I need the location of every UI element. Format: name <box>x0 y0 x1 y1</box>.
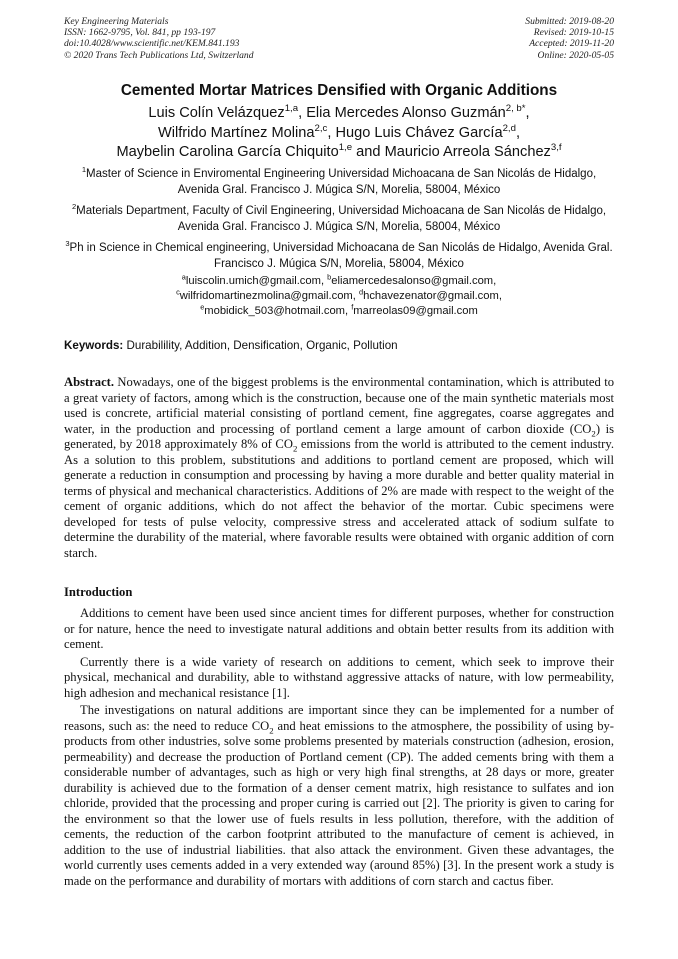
submitted-date: Submitted: 2019-08-20 <box>525 16 614 27</box>
affiliation-text: Master of Science in Enviromental Engineering Universidad Michoacana de San Nicolás de Hidalgo, Avenida Gral. Francisco J. Múgica S/N, Morelia, 58004, México <box>86 168 597 196</box>
author-mark: 1,e <box>338 142 353 154</box>
email-mark: e <box>200 302 205 312</box>
abstract-text: emissions from the world is attributed to the cement industry. As a solution to this problem, substitutions and additions to portland cement are proposed, which will generate a reduction in consumption and processing by having a more durable and better quality material in terms of physical and mechanical characteristics. Additions of 2% are made with respect to the weight of the cement of organic additions, which do not affect the behavior of the mortar. Cubic specimens were developed for tests of pulse velocity, compressive stress and accelerated attack of sodium sulfate to determine the durability of the material, where favorable results were obtained with organic addition of corn starch. <box>64 437 614 560</box>
author-name: Maybelin Carolina García Chiquito <box>116 144 339 161</box>
email-mark: a <box>181 272 186 282</box>
paragraph-text: The investigations on natural additions are important since they can be implemented for a number of reasons, such as: the need to reduce CO <box>64 703 614 733</box>
section-heading: Introduction <box>64 585 133 599</box>
affiliation-text: Ph in Science in Chemical engineering, Universidad Michoacana de San Nicolás de Hidalgo, Avenida Gral. Francisco J. Múgica S/N, Morelia, 58004, México <box>69 242 613 270</box>
email-link[interactable]: marreolas09@gmail.com <box>353 305 478 317</box>
author-mark: 2, b* <box>505 103 526 115</box>
subscript: 2 <box>591 428 596 439</box>
author-name: Luis Colín Velázquez <box>148 105 285 121</box>
paragraph: Currently there is a wide variety of research on additions to cement, which seek to improve their physical, mechanical and durability, able to withstand aggressive attacks of nature, with low permeability, high adhesion and mechanical resistance [1]. <box>64 654 614 700</box>
online-date: Online: 2020-05-05 <box>537 49 614 61</box>
journal-info <box>64 16 254 61</box>
journal-name: Key Engineering Materials <box>64 16 169 27</box>
email-mark: d <box>358 287 364 297</box>
paper-title: Cemented Mortar Matrices Densified with Organic Additions <box>120 82 558 99</box>
affiliation-mark: 1 <box>81 165 87 175</box>
author-mark: 2,d <box>502 122 516 134</box>
author-mark: 2,c <box>314 122 328 134</box>
paragraph <box>64 703 614 889</box>
affiliation-mark: 2 <box>71 202 77 212</box>
keywords <box>64 339 614 352</box>
email-link[interactable]: mobidick_503@hotmail.com <box>204 305 345 317</box>
email-link[interactable]: luiscolin.umich@gmail.com <box>185 275 321 287</box>
keywords-text: Durabilility, Addition, Densification, Organic, Pollution <box>123 339 398 352</box>
subscript: 2 <box>269 725 274 736</box>
accepted-date: Accepted: 2019-11-20 <box>529 38 614 50</box>
revised-date: Revised: 2019-10-15 <box>533 27 614 39</box>
doi-line: doi:10.4028/www.scientific.net/KEM.841.193 <box>64 38 240 50</box>
subscript: 2 <box>292 443 298 454</box>
email-link[interactable]: hchavezenator@gmail.com <box>363 290 499 302</box>
abstract-text: Nowadays, one of the biggest problems is the environmental contamination, which is attributed to a great variety of factors, among which is the construction, because one of the main synthetic materials most used is concrete, artificial material consisting of portland cement, fine aggregates, coarse aggregates and water, in the production and processing of portland cement a large amount of carbon dioxide (CO <box>64 375 614 436</box>
email-mark: f <box>351 302 354 312</box>
affiliation-mark: 3 <box>65 239 70 249</box>
email-mark: c <box>176 287 180 297</box>
author-name: Mauricio Arreola Sánchez <box>384 144 551 161</box>
abstract-text: ) is generated, by 2018 approximately 8% of CO <box>64 421 614 451</box>
author-separator: , <box>525 105 530 121</box>
author-mark: 1,a <box>284 103 299 115</box>
affiliation-2 <box>64 204 614 235</box>
author-name: Elia Mercedes Alonso Guzmán <box>306 105 506 121</box>
author-separator: , <box>298 105 307 121</box>
email-mark: b <box>327 272 332 282</box>
paragraph: Additions to cement have been used since ancient times for different purposes, whether for construction or for nature, hence the need to investigate natural additions and obtain better results from its addition with cement. <box>64 606 614 651</box>
abstract-label: Abstract. <box>64 375 115 389</box>
email-list: $^a$luiscolin.umich@gmail.com, $^b$eliamercedesalonso@gmail.com, $^c$wilfridomartinezmolina@gmail.com, $^d$hchavezenator@gmail.com, $^e$mobidick_503@hotmail.com, $^f$marreolas09@gmail.com <box>176 272 502 317</box>
author-separator: , <box>327 124 336 141</box>
issn-line: ISSN: 1662-9795, Vol. 841, pp 193-197 <box>64 27 216 39</box>
abstract <box>64 375 614 561</box>
keywords-label: Keywords: <box>64 339 124 352</box>
author-mark: 3,f <box>550 142 562 154</box>
introduction-body <box>64 606 614 891</box>
affiliation-3 <box>64 241 614 272</box>
email-link[interactable]: eliamercedesalonso@gmail.com <box>331 275 494 287</box>
affiliation-1 <box>64 167 614 198</box>
email-link[interactable]: wilfridomartinezmolina@gmail.com <box>179 290 353 302</box>
author-name: Hugo Luis Chávez García <box>335 124 503 141</box>
author-separator: and <box>352 144 385 161</box>
author-separator: , <box>515 124 521 141</box>
copyright-line: © 2020 Trans Tech Publications Ltd, Switzerland <box>64 49 254 61</box>
author-list <box>40 104 638 163</box>
affiliation-text: Materials Department, Faculty of Civil Engineering, Universidad Michoacana de San Nicolás de Hidalgo, Avenida Gral. Francisco J. Múgica S/N, Morelia, 58004, México <box>76 205 607 233</box>
publication-dates <box>525 16 614 61</box>
paragraph-text: and heat emissions to the atmosphere, the possibility of using by-products from other industries, solve some problems presented by materials construction (adhesion, erosion, permeability) and decrease the production of Portland cement (CP). The added cements bring with them a considerable number of advantages, such as high or very high final strengths, at 28 days or more, greater durability is achieved due to the formation of a denser cement matrix, high resistance to sulfates and ion chloride, provided that the processing and proper curing is carried out [2]. The priority is given to caring for the environment so that the lower use of fuels results in less pollution, therefore, with the addition of cements, the reduction of the carbon footprint attributed to the manufacture of cement is achieved, in addition to the use of industrial liabilities. that also attack the environment. Given these advantages, the world currently uses cements added in a very extended way (around 85%) [3]. In the present work a study is made on the performance and durability of mortars with additions of corn starch and cactus fiber. <box>64 718 614 888</box>
author-name: Wilfrido Martínez Molina <box>157 124 315 141</box>
